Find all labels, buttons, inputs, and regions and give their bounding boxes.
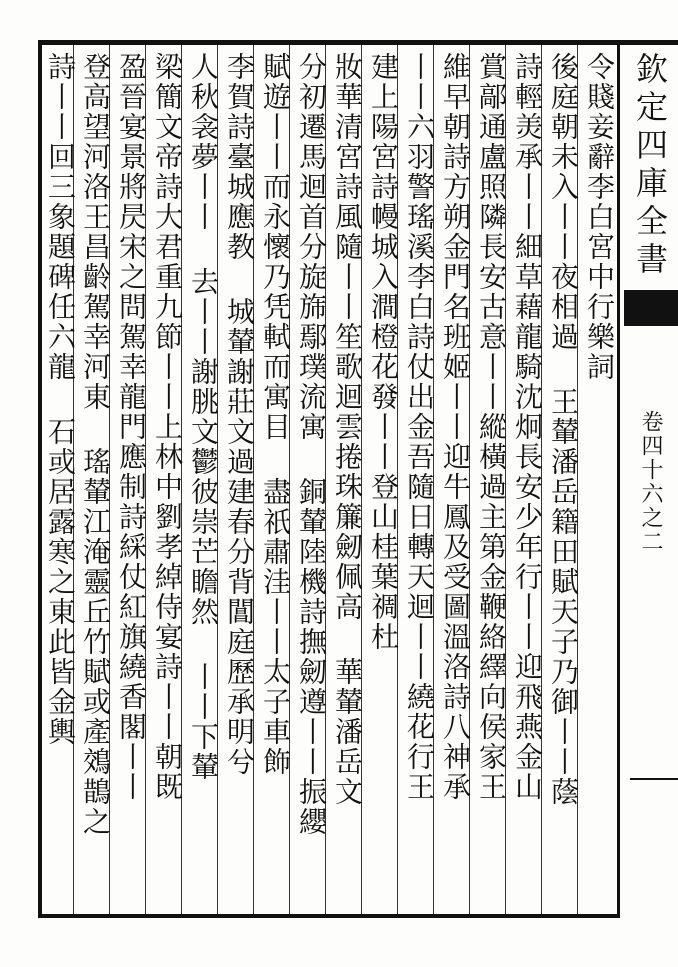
text-column: 賞鄗通盧照隣長安古意丨丨縱橫過主第金鞭絡繹向侯家王 bbox=[475, 52, 508, 802]
text-column: 妝華清宮詩風隨丨丨笙歌迴雲捲珠簾劒佩高 華輦潘岳文 bbox=[331, 52, 364, 807]
text-column: 丨丨六羽警瑤溪李白詩仗出金吾隨日轉天迴丨丨繞花行王 bbox=[403, 52, 436, 802]
text-column: 詩丨丨回三象題碑任六龍 石或居露寒之東此皆金輿 bbox=[44, 52, 77, 747]
text-column: 分初遷馬迴首分旋旆鄢璞流寓 銅輦陸機詩撫劒遵丨丨振纓 bbox=[295, 52, 328, 837]
text-column: 賦遊丨丨而永懷乃凭軾而寓目 盡祇肅洼丨丨太子車飾 bbox=[259, 52, 292, 777]
text-column: 建上陽宮詩幔城入澗橙花發丨丨登山桂葉禂杜 bbox=[367, 52, 400, 652]
margin-volume-label: 卷四十六之二 bbox=[638, 410, 663, 554]
text-column: 李賀詩臺城應教 城輦謝莊文過建春分背閶庭歷承明兮 bbox=[223, 52, 256, 777]
frame-border-top bbox=[38, 40, 678, 45]
text-column: 登高望河洛王昌齡駕幸河東 瑤輦江淹靈丘竹賦或產鵁鵲之 bbox=[79, 52, 112, 837]
text-column: 後庭朝未入丨丨夜相過 王輦潘岳籍田賦天子乃御丨丨蔭 bbox=[547, 52, 580, 807]
text-column: 人秋衾夢丨丨 去丨丨謝朓文鬱彼崇芒瞻然 丨丨下輦 bbox=[187, 52, 220, 782]
text-column: 盈晉宴景將昃宋之問駕幸龍門應制詩綵仗紅旗繞香閣丨丨 bbox=[115, 52, 148, 802]
text-column: 詩輕羙承丨丨細草藉龍騎沈炯長安少年行丨丨迎飛燕金山 bbox=[511, 52, 544, 802]
margin-divider bbox=[630, 778, 678, 780]
margin-fishtail-block bbox=[624, 290, 678, 326]
text-column: 梁簡文帝詩大君重九節丨丨上林中劉孝綽侍宴詩丨丨朝既 bbox=[151, 52, 184, 802]
text-column: 維早朝詩方朔金門名班姬丨丨迎牛鳳及受圖溫洛詩八神承 bbox=[439, 52, 472, 802]
margin-book-title: 欽定四庫全書 bbox=[631, 52, 669, 280]
text-column: 令賤妾辭李白宮中行樂詞 bbox=[583, 52, 616, 382]
frame-border-bottom bbox=[38, 914, 620, 918]
